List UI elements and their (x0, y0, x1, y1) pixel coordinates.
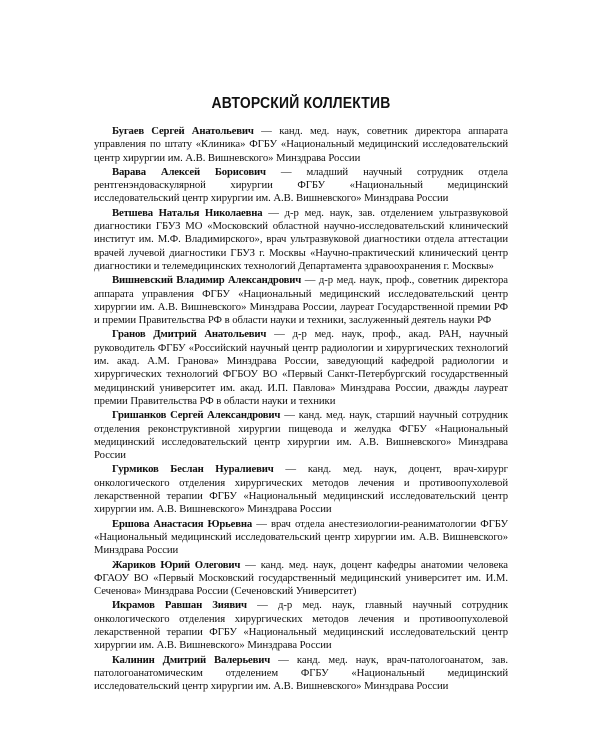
author-entry (94, 409, 508, 462)
author-name: Жариков Юрий Олегович (112, 558, 241, 571)
author-description: — д-р мед. наук, главный научный сотрудник онкологического отделения хирургических методов лечения и противоопухолевой лекарственной терапии ФГБУ «Национальный медицинский исследовательский центр хирургии им. А.В. Вишневского» Минздрава России (94, 599, 508, 652)
author-description: — канд. мед. наук, доцент, врач-хирург онкологического отделения хирургических методов лечения и противоопухолевой лекарственной терапии ФГБУ «Национальный медицинский исследовательский центр хирургии им. А.В. Вишневского» Минздрава России (94, 463, 508, 516)
author-name: Вишневский Владимир Александрович (112, 274, 302, 287)
author-name: Ершова Анастасия Юрьевна (112, 517, 253, 530)
author-entry (94, 328, 508, 408)
author-name: Бугаев Сергей Анатольевич (112, 125, 254, 137)
author-description: — канд. мед. наук, доцент кафедры анатомии человека ФГАОУ ВО «Первый Московский государственный медицинский университет им. И.М. Сеченова» Минздрава России (Сеченовский Университет) (94, 558, 509, 598)
author-description: — канд. мед. наук, советник директора аппарата управления по штату «Клиника» ФГБУ «Национальный медицинский исследовательский центр хирургии им. А.В. Вишневского» Минздрава России (94, 125, 508, 164)
author-entry (94, 274, 508, 327)
author-description: — д-р мед. наук, проф., советник директора аппарата управления ФГБУ «Национальный медицинский исследовательский центр хирургии им. А.В. Вишневского» Минздрава России, лауреат Государственной премии РФ и премии Правительства РФ в области науки и техники, заслуженный деятель науки РФ (94, 274, 508, 327)
page-title: АВТОРСКИЙ КОЛЛЕКТИВ (211, 95, 391, 112)
author-name: Гурмиков Беслан Нуралиевич (112, 463, 274, 476)
author-entry (94, 125, 508, 165)
author-entry (94, 207, 508, 273)
author-entry (94, 654, 508, 694)
author-entry (94, 518, 508, 558)
author-description: — канд. мед. наук, старший научный сотрудник отделения реконструктивной хирургии пищевода и желудка ФГБУ «Национальный медицинский исследовательский центр хирургии им. А.В. Вишневского» Минздрава России (94, 409, 508, 462)
author-description: — канд. мед. наук, врач-патологоанатом, зав. патологоанатомическим отделением ФГБУ «Национальный медицинский исследовательский центр хирургии им. А.В. Вишневского» Минздрава России (94, 653, 508, 693)
author-description: — младший научный сотрудник отдела рентгенэндоваскулярной хирургии ФГБУ «Национальный медицинский исследовательский центр хирургии им. А.В. Вишневского» Минздрава России (94, 165, 508, 205)
author-name: Варава Алексей Борисович (112, 165, 266, 178)
author-description: — д-р мед. наук, зав. отделением ультразвуковой диагностики ГБУЗ МО «Московский областной научно-исследовательский клинический институт им. М.Ф. Владимирского», врач ультразвуковой диагностики отдела аттестации врачей лучевой диагностики ГБУЗ г. Москвы «Научно-практический клинический центр диагностики и телемедицинских технологий Департамента здравоохранения г. Москвы» (94, 206, 508, 272)
author-entry (94, 559, 508, 599)
author-name: Гранов Дмитрий Анатольевич (112, 328, 267, 341)
author-entry (94, 166, 508, 206)
author-description: — врач отдела анестезиологии-реаниматологии ФГБУ «Национальный медицинский исследовательский центр хирургии им. А.В. Вишневского» Минздрава России (94, 517, 508, 557)
author-name: Ветшева Наталья Николаевна (112, 206, 263, 219)
author-name: Гришанков Сергей Александрович (112, 409, 281, 422)
author-name: Калинин Дмитрий Валерьевич (112, 653, 271, 666)
author-entry (94, 599, 508, 652)
author-description: — д-р мед. наук, проф., акад. РАН, научный руководитель ФГБУ «Российский научный центр радиологии и хирургических технологий им. акад. А.М. Гранова» Минздрава России, заведующий кафедрой радиологии и хирургических технологий ФГБОУ ВО «Первый Санкт-Петербургский государственный медицинский университет им. акад. И.П. Павлова» Минздрава России, дважды лауреат премии Правительства РФ в области науки и техники (94, 328, 508, 407)
author-entry (94, 463, 508, 516)
author-name: Икрамов Равшан Зиявич (112, 599, 247, 612)
